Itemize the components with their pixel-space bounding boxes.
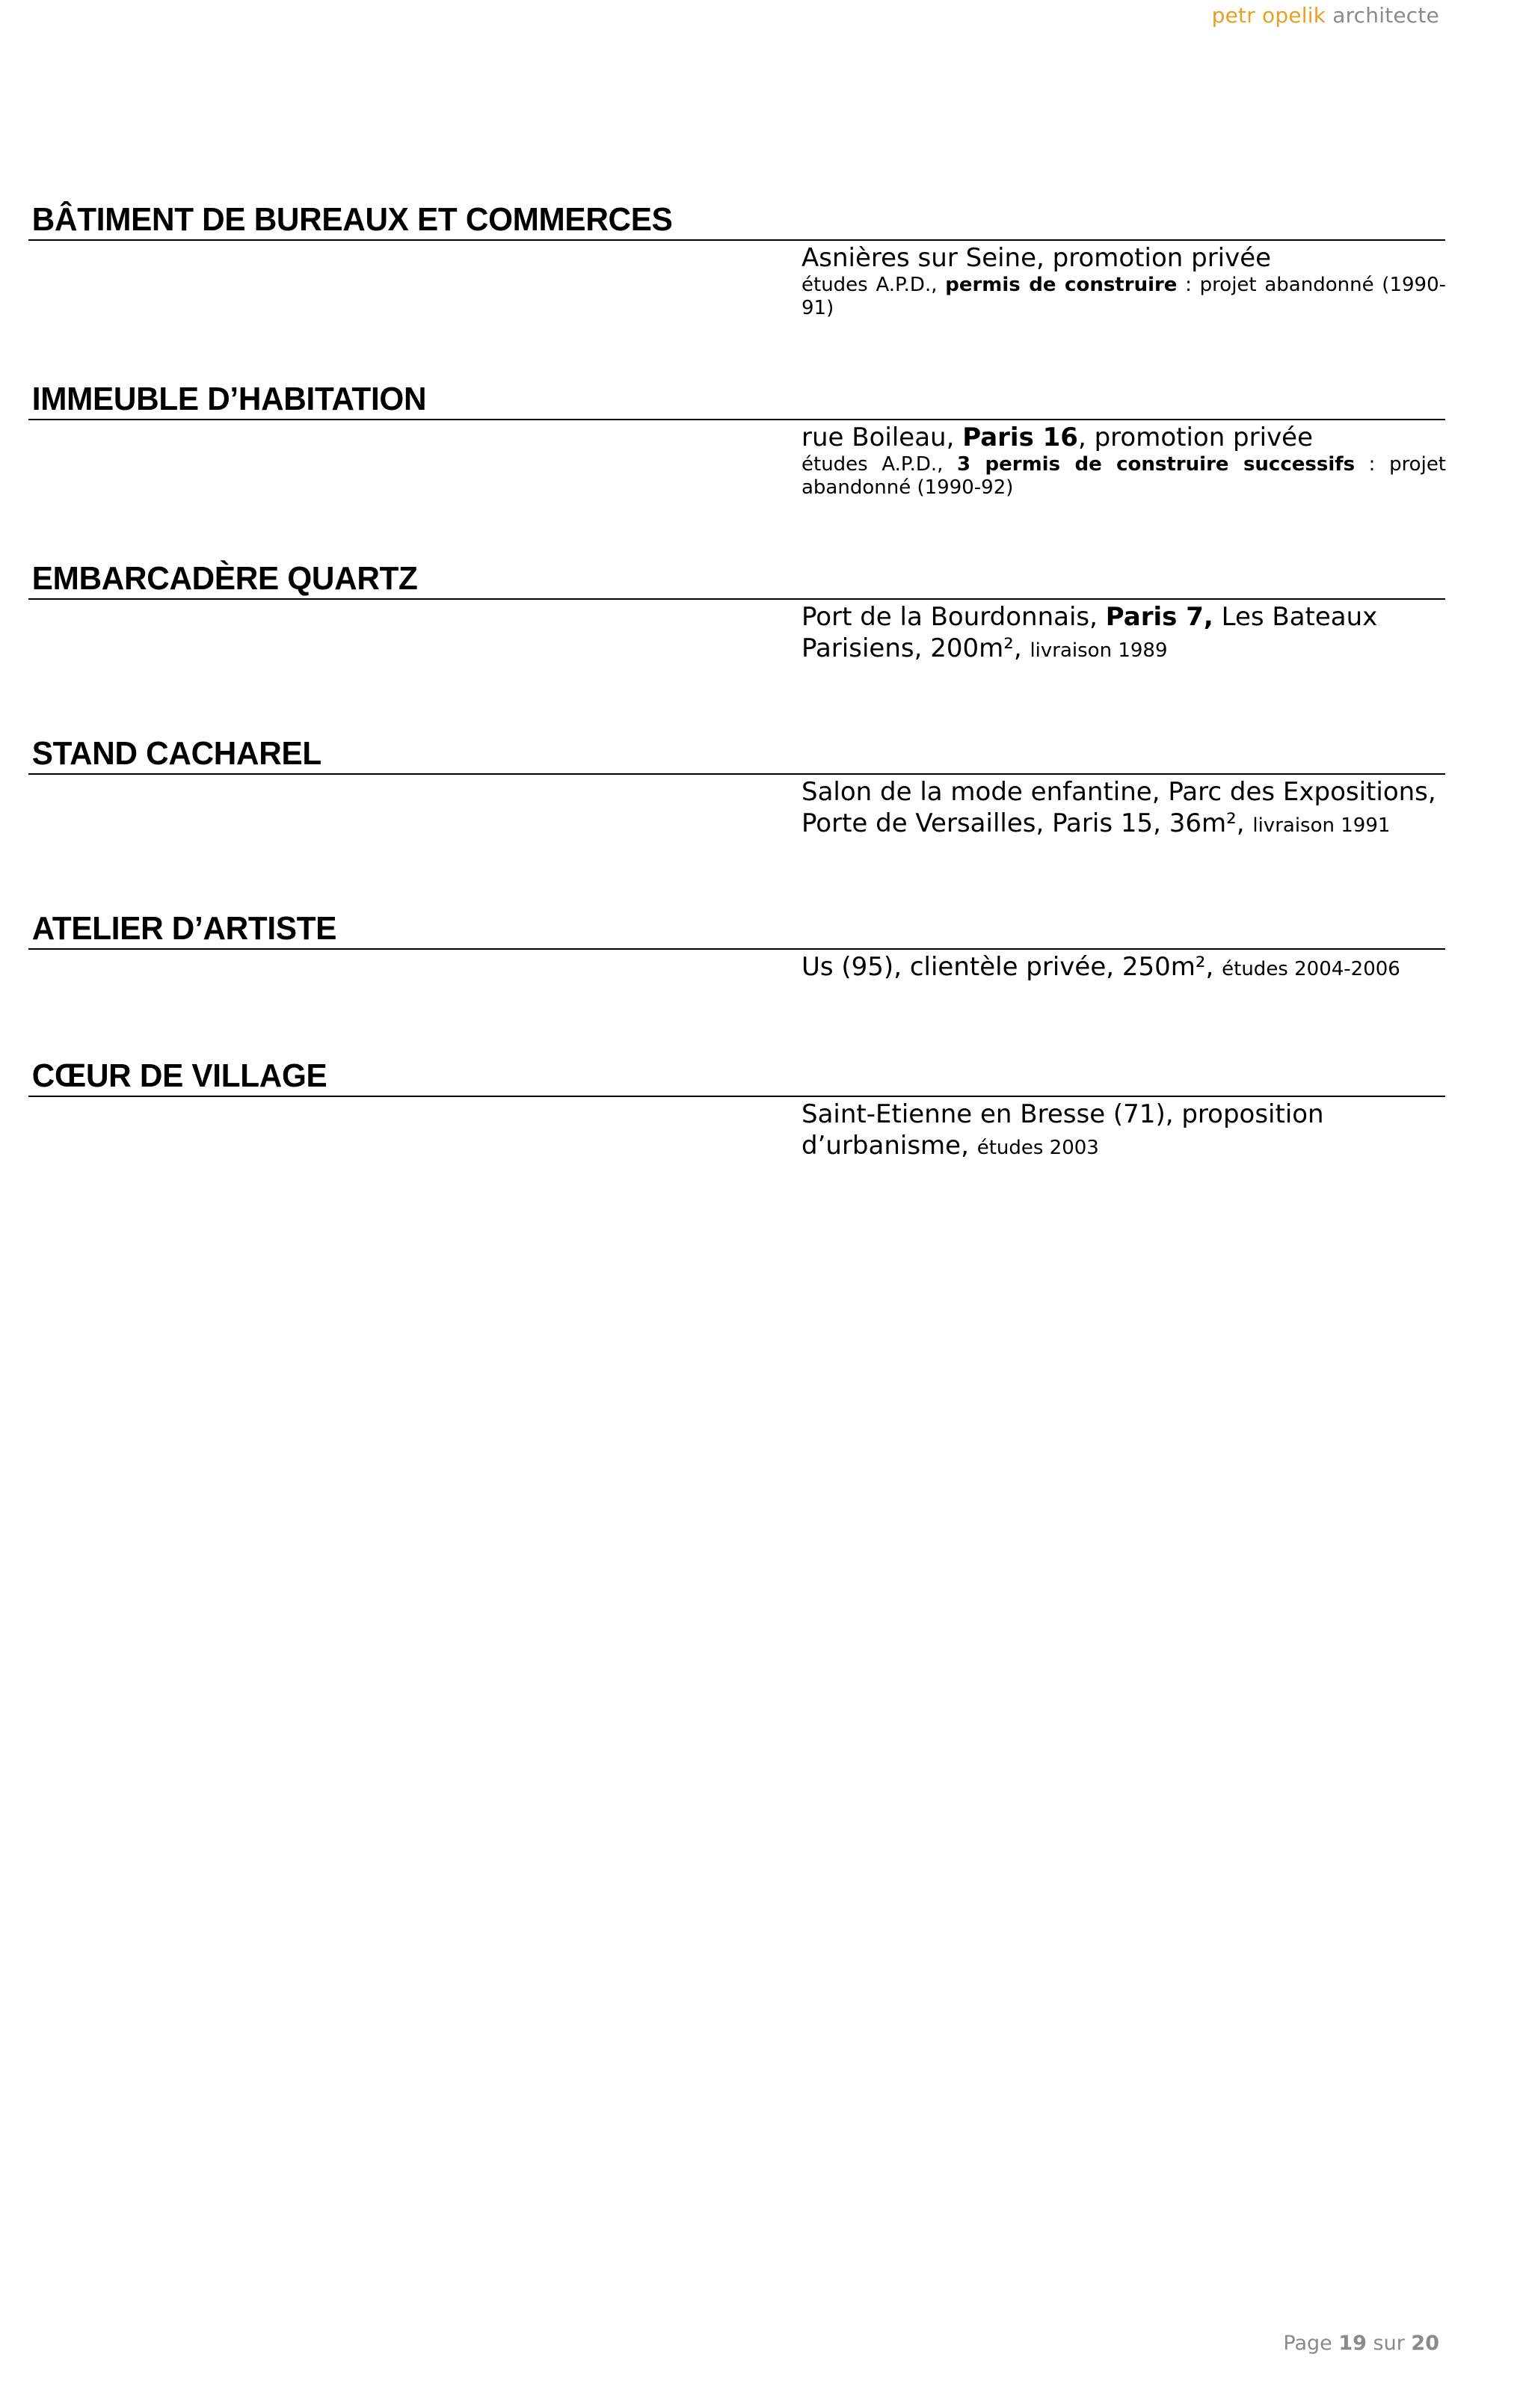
project-details: [801, 420, 1446, 500]
project-status: études A.P.D., permis de construire : projet abandonné (1990-91): [801, 274, 1446, 319]
project-title: CŒUR DE VILLAGE: [31, 1057, 327, 1094]
footer-page-total: 20: [1411, 2332, 1439, 2355]
project-location: Saint-Etienne en Bresse (71), proposition d’urbanisme, études 2003: [801, 1099, 1324, 1161]
page-footer: [1283, 2332, 1439, 2355]
project-details: [801, 600, 1446, 666]
footer-sur-word: sur: [1373, 2332, 1405, 2355]
page-header: [1212, 3, 1439, 28]
project-title: STAND CACHAREL: [31, 735, 321, 772]
project-title: EMBARCADÈRE QUARTZ: [31, 560, 418, 597]
footer-page-word: Page: [1283, 2332, 1332, 2355]
project-details: [801, 241, 1446, 320]
project-location: rue Boileau, Paris 16, promotion privée: [801, 423, 1314, 452]
project-location: Salon de la mode enfantine, Parc des Expositions, Porte de Versailles, Paris 15, 36m², livraison 1991: [801, 777, 1436, 838]
project-location: Asnières sur Seine, promotion privée: [801, 243, 1272, 273]
project-details: [801, 775, 1446, 841]
project-entry: [28, 1057, 1445, 1164]
project-location: Us (95), clientèle privée, 250m², études 2004-2006: [801, 952, 1400, 982]
project-title: IMMEUBLE D’HABITATION: [31, 381, 427, 417]
project-status: études A.P.D., 3 permis de construire successifs : projet abandonné (1990-92): [801, 453, 1447, 499]
header-name: petr opelik: [1211, 3, 1326, 28]
project-entry: [28, 200, 1445, 320]
project-entry: [28, 559, 1445, 666]
project-details: [801, 950, 1446, 985]
footer-page-number: 19: [1338, 2332, 1367, 2355]
project-entry: [28, 909, 1445, 985]
header-role: architecte: [1332, 3, 1439, 28]
project-location: Port de la Bourdonnais, Paris 7, Les Bateaux Parisiens, 200m², livraison 1989: [801, 602, 1378, 663]
project-title: BÂTIMENT DE BUREAUX ET COMMERCES: [31, 201, 673, 238]
project-details: [801, 1097, 1446, 1164]
project-entry: [28, 734, 1445, 841]
project-title: ATELIER D’ARTISTE: [31, 910, 337, 947]
project-entry: [28, 380, 1445, 500]
